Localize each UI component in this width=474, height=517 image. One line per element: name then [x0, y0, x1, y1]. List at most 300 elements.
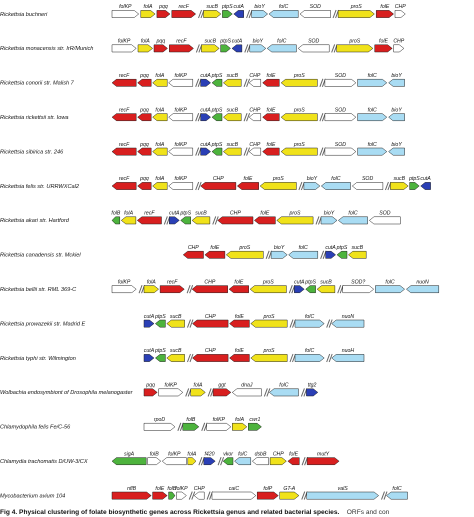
gene-label: folC — [304, 313, 315, 320]
gene-label: folC — [367, 107, 377, 114]
gene-arrow — [193, 320, 229, 327]
gene-label: folB — [167, 485, 177, 492]
track-row — [0, 73, 405, 87]
gene-arrow — [263, 79, 280, 86]
gene-label: folC — [367, 73, 377, 79]
gene-label: folE — [266, 107, 276, 114]
gene-label: CHP — [193, 485, 205, 492]
gene-arrow — [369, 217, 400, 224]
gene-label: folA — [155, 141, 165, 148]
species-label: Rickettsia prowazekii str. Madrid E — [0, 321, 86, 328]
gene-arrow — [169, 148, 193, 155]
gene-label: CHP — [204, 313, 216, 320]
gene-label: sucB — [169, 348, 182, 355]
gene-label: recF — [178, 4, 189, 11]
gene-arrow — [204, 10, 221, 17]
gene-arrow — [252, 10, 268, 17]
gene-arrow — [389, 114, 405, 121]
break-marker — [196, 44, 202, 52]
gene-label: mutY — [317, 451, 330, 458]
gene-arrow — [169, 79, 193, 86]
species-label: Mycobacterium avium 104 — [0, 493, 66, 500]
gene-arrow — [326, 251, 336, 258]
gene-arrow — [271, 251, 287, 258]
gene-label: recF — [118, 176, 130, 183]
gene-arrow — [212, 114, 222, 121]
gene-label: caiC — [228, 485, 240, 492]
gene-arrow — [181, 217, 191, 224]
gene-arrow — [112, 79, 136, 86]
gene-arrow — [138, 148, 152, 155]
gene-label: pqq — [159, 4, 168, 11]
break-marker — [186, 388, 192, 396]
break-marker — [199, 10, 205, 18]
gene-arrow — [288, 458, 299, 465]
gene-arrow — [325, 148, 356, 155]
gene-arrow — [348, 251, 366, 258]
gene-label: proS — [293, 73, 305, 79]
gene-label: folE — [260, 210, 270, 217]
gene-arrow — [338, 217, 367, 224]
gene-label: SOD — [379, 210, 391, 217]
gene-label: pqq — [156, 38, 166, 45]
gene-arrow — [337, 45, 373, 52]
gene-arrow — [358, 114, 387, 121]
gene-label: cutA — [200, 141, 211, 148]
gene-arrow — [112, 45, 136, 52]
gene-label: folA — [187, 451, 197, 458]
gene-label: ptpS — [305, 279, 316, 286]
gene-arrow — [295, 354, 324, 361]
gene-label: folKP — [119, 4, 132, 11]
gene-arrow — [213, 389, 231, 396]
gene-label: proS — [262, 279, 274, 286]
gene-arrow — [183, 423, 199, 430]
break-marker — [139, 285, 145, 293]
gene-arrow — [204, 458, 215, 465]
gene-label: proS — [293, 141, 305, 148]
gene-label: recF — [167, 279, 178, 286]
gene-arrow — [193, 354, 229, 361]
gene-arrow — [112, 148, 136, 155]
gene-label: cutA — [294, 279, 305, 286]
gene-label: CHP — [249, 107, 261, 114]
break-marker — [385, 182, 391, 190]
gene-label: sucB — [195, 210, 207, 217]
break-marker — [338, 285, 344, 293]
gene-label: SOD — [361, 176, 374, 183]
gene-label: folE — [234, 279, 244, 286]
gene-label: nuoN — [341, 313, 355, 320]
gene-label: folA — [155, 176, 165, 183]
gene-label: valS — [337, 485, 348, 492]
break-marker — [199, 457, 205, 465]
gene-arrow — [358, 148, 387, 155]
gene-label: bioY — [323, 210, 335, 217]
gene-arrow — [321, 217, 337, 224]
track-row — [0, 176, 431, 190]
gene-arrow — [201, 114, 211, 121]
species-label: Chlamydophila felis Fe/C-56 — [0, 424, 71, 431]
gene-arrow — [232, 423, 247, 430]
gene-label: recF — [144, 210, 155, 217]
break-marker — [320, 79, 326, 87]
break-marker — [208, 388, 214, 396]
gene-arrow — [229, 286, 249, 293]
break-marker — [202, 423, 208, 431]
track-row — [0, 4, 406, 18]
gene-label: folC — [385, 279, 395, 286]
gene-label: SOD — [334, 107, 347, 114]
break-marker — [321, 251, 327, 259]
gene-label: vkor — [223, 451, 234, 458]
gene-arrow — [138, 114, 152, 121]
gene-arrow — [307, 458, 339, 465]
gene-label: ptpS — [220, 38, 231, 45]
gene-arrow — [267, 45, 296, 52]
gene-label: folA — [146, 279, 156, 286]
gene-arrow — [295, 320, 324, 327]
gene-arrow — [232, 389, 261, 396]
gene-arrow — [389, 79, 405, 86]
gene-arrow — [257, 492, 278, 499]
gene-label: pqq — [140, 107, 149, 114]
gene-label: dnaJ — [241, 382, 253, 389]
break-marker — [290, 320, 296, 328]
gene-label: nflB — [127, 485, 137, 492]
gene-label: bioY — [254, 4, 265, 11]
gene-arrow — [298, 45, 329, 52]
gene-arrow — [269, 10, 298, 17]
gene-label: pqq — [146, 382, 155, 389]
gene-label: nuoN — [416, 279, 429, 286]
gene-arrow — [201, 148, 211, 155]
break-marker — [207, 492, 213, 500]
gene-label: ptpS — [409, 176, 420, 183]
gene-arrow — [358, 79, 387, 86]
gene-label: cutA — [200, 73, 211, 79]
gene-label: cutA — [325, 245, 336, 251]
gene-label: folE — [289, 451, 299, 458]
gene-arrow — [395, 10, 405, 17]
gene-label: rpoD — [153, 417, 166, 423]
species-label: Rickettsia felis str. URRWXCal2 — [0, 183, 79, 190]
break-marker — [333, 10, 339, 18]
gene-label: proS — [263, 313, 275, 320]
gene-arrow — [376, 10, 393, 17]
break-marker — [299, 182, 305, 190]
species-label: Rickettsia buchneri — [0, 11, 48, 18]
gene-label: cutA — [143, 348, 155, 355]
gene-arrow — [223, 458, 233, 465]
species-label: Wolbachia endosymbiont of Drosophila melanogaster — [0, 390, 133, 397]
gene-arrow — [306, 286, 316, 293]
gene-arrow — [250, 45, 266, 52]
break-marker — [332, 44, 338, 52]
track-row — [0, 279, 439, 293]
caption-rest: ORFs and con — [346, 509, 390, 516]
gene-label: folE — [210, 245, 220, 251]
gene-label: folE — [266, 141, 276, 148]
gene-arrow — [138, 79, 152, 86]
gene-arrow — [321, 182, 350, 189]
gene-label: CHP — [204, 279, 216, 286]
gene-label: folE — [155, 485, 165, 492]
gene-arrow — [160, 286, 184, 293]
gene-arrow — [300, 10, 331, 17]
gene-arrow — [112, 10, 139, 17]
gene-label: SOD — [308, 38, 320, 45]
break-marker — [178, 423, 184, 431]
gene-arrow — [221, 45, 231, 52]
gene-label: ttg2 — [307, 382, 317, 389]
gene-label: proS — [272, 176, 284, 183]
gene-label: ptpS — [336, 245, 348, 251]
track-row — [0, 39, 405, 53]
gene-label: folKP — [174, 107, 187, 114]
gene-arrow — [112, 114, 136, 121]
gene-arrow — [270, 458, 286, 465]
gene-label: folKP — [212, 417, 226, 423]
gene-label: ptpS — [155, 313, 166, 320]
species-label: Rickettsia typhi str. Wilmington — [0, 355, 76, 362]
break-marker — [196, 113, 202, 121]
gene-label: folA — [155, 107, 165, 114]
gene-label: sucB — [393, 176, 406, 183]
track-row — [0, 451, 339, 465]
gene-arrow — [153, 114, 168, 121]
track-row — [0, 245, 366, 259]
gene-arrow — [307, 492, 379, 499]
gene-label: cutA — [420, 176, 431, 183]
gene-label: folA — [155, 73, 165, 79]
gene-label: proS — [293, 107, 305, 114]
gene-label: folKP — [175, 485, 188, 492]
gene-arrow — [234, 10, 244, 17]
gene-arrow — [167, 320, 185, 327]
species-label: Rickettsia conorii str. Malish 7 — [0, 80, 74, 87]
gene-label: folC — [277, 38, 287, 45]
gene-arrow — [176, 492, 186, 499]
gene-arrow — [260, 182, 296, 189]
gene-arrow — [325, 79, 356, 86]
gene-arrow — [169, 114, 193, 121]
gene-label: sucB — [169, 313, 182, 320]
gene-label: cwr1 — [249, 417, 261, 423]
gene-label: sucB — [226, 107, 239, 114]
gene-arrow — [263, 114, 280, 121]
gene-label: ptpS — [211, 107, 223, 114]
gene-label: CHP — [229, 210, 241, 217]
gene-label: cutA — [200, 107, 211, 114]
gene-label: pqq — [140, 73, 149, 79]
gene-arrow — [250, 286, 286, 293]
gene-arrow — [201, 182, 236, 189]
gene-label: pqq — [140, 176, 149, 183]
track-row — [0, 348, 364, 362]
gene-arrow — [112, 458, 146, 465]
gene-arrow — [153, 79, 168, 86]
gene-label: recF — [118, 73, 130, 79]
gene-label: ggt — [218, 382, 226, 389]
gene-arrow — [138, 45, 153, 52]
gene-label: SOD — [334, 73, 347, 79]
gene-label: ptpS — [155, 348, 166, 355]
gene-arrow — [375, 45, 393, 52]
gene-arrow — [289, 251, 318, 258]
gene-arrow — [112, 286, 136, 293]
gene-arrow — [352, 182, 383, 189]
gene-label: proS — [349, 38, 361, 45]
break-marker — [302, 492, 308, 500]
gene-arrow — [223, 79, 241, 86]
gene-arrow — [332, 354, 364, 361]
gene-label: cutA — [231, 38, 243, 45]
gene-label: folC — [279, 382, 289, 389]
gene-label: CHP — [249, 73, 261, 79]
gene-label: pqq — [140, 141, 149, 148]
gene-arrow — [248, 423, 261, 430]
species-label: Rickettsia sibirica str. 246 — [0, 149, 64, 156]
gene-arrow — [153, 148, 168, 155]
gene-arrow — [249, 148, 261, 155]
gene-label: proS — [263, 348, 275, 355]
break-marker — [196, 79, 202, 87]
track-row — [0, 383, 318, 397]
gene-arrow — [304, 182, 320, 189]
gene-arrow — [252, 458, 268, 465]
gene-label: folKP — [174, 176, 187, 183]
gene-label: folA — [124, 210, 134, 217]
species-label: Rickettsia akari str. Hartford — [0, 218, 69, 225]
gene-label: folC — [367, 141, 377, 148]
gene-arrow — [332, 320, 364, 327]
gene-arrow — [192, 217, 210, 224]
figure-caption — [0, 501, 390, 517]
gene-arrow — [343, 286, 374, 293]
gene-arrow — [251, 320, 287, 327]
gene-arrow — [281, 148, 317, 155]
gene-arrow — [137, 217, 161, 224]
break-marker — [266, 251, 272, 259]
gene-arrow — [230, 354, 250, 361]
gene-arrow — [153, 492, 168, 499]
gene-label: folKP — [168, 451, 181, 458]
gene-arrow — [375, 286, 404, 293]
break-marker — [302, 457, 308, 465]
gene-arrow — [421, 182, 431, 189]
gene-arrow — [294, 286, 304, 293]
gene-label: folA — [143, 4, 153, 11]
gene-arrow — [169, 182, 193, 189]
gene-arrow — [389, 148, 405, 155]
gene-label: folB — [149, 451, 159, 458]
track-row — [0, 107, 405, 121]
break-marker — [289, 285, 295, 293]
gene-arrow — [169, 492, 175, 499]
gene-label: folE — [234, 313, 244, 320]
species-label: Rickettsia canadensis str. Mckiel — [0, 252, 81, 259]
gene-arrow — [223, 148, 241, 155]
gene-arrow — [159, 389, 183, 396]
gene-arrow — [153, 182, 168, 189]
gene-arrow — [144, 354, 154, 361]
species-label: Rickettsia monacensis str. IrR/Munich — [0, 46, 94, 53]
gene-label: SOD? — [351, 279, 366, 286]
gene-label: folC — [304, 348, 315, 355]
gene-arrow — [222, 10, 232, 17]
gene-label: folKP — [174, 73, 187, 79]
gene-label: recF — [118, 107, 130, 114]
gene-label: folA — [235, 417, 245, 423]
gene-label: ptpS — [211, 141, 223, 148]
gene-arrow — [141, 10, 155, 17]
gene-arrow — [121, 217, 136, 224]
gene-arrow — [169, 217, 179, 224]
break-marker — [164, 216, 170, 224]
gene-arrow — [205, 251, 225, 258]
gene-label: folKP — [117, 279, 131, 286]
gene-arrow — [138, 182, 152, 189]
track-row — [0, 417, 262, 431]
gene-arrow — [390, 182, 408, 189]
gene-arrow — [277, 217, 313, 224]
gene-arrow — [192, 286, 228, 293]
gene-arrow — [406, 286, 438, 293]
gene-arrow — [235, 458, 251, 465]
gene-label: sucB — [351, 245, 364, 251]
gene-label: cutA — [233, 4, 244, 11]
gene-arrow — [201, 79, 211, 86]
gene-label: folE — [266, 73, 276, 79]
gene-arrow — [162, 458, 186, 465]
track-row — [0, 142, 405, 156]
gene-arrow — [338, 10, 374, 17]
break-marker — [290, 354, 296, 362]
gene-label: folB — [111, 210, 121, 217]
gene-label: CHP — [204, 348, 216, 355]
gene-arrow — [337, 251, 347, 258]
gene-label: CHP — [212, 176, 224, 183]
gene-arrow — [317, 286, 335, 293]
gene-label: sucB — [226, 73, 239, 79]
gene-arrow — [112, 182, 136, 189]
gene-label: folA — [140, 38, 150, 45]
gene-arrow — [410, 182, 420, 189]
gene-arrow — [201, 45, 219, 52]
gene-arrow — [251, 354, 287, 361]
gene-label: cutA — [143, 313, 155, 320]
gene-label: bioY — [306, 176, 318, 183]
gene-label: nuoH — [341, 348, 355, 355]
gene-label: recF — [176, 38, 187, 45]
gene-arrow — [207, 423, 231, 430]
gene-label: folKP — [117, 38, 131, 45]
gene-arrow — [281, 79, 317, 86]
gene-label: folC — [348, 210, 358, 217]
gene-label: ptpS — [211, 73, 223, 79]
gene-label: bioY — [252, 38, 263, 45]
gene-label: sigA — [124, 451, 135, 458]
gene-label: ptpS — [221, 4, 233, 11]
break-marker — [320, 113, 326, 121]
break-marker — [247, 10, 253, 18]
gene-arrow — [306, 389, 317, 396]
gene-label: sucB — [206, 4, 218, 11]
break-marker — [316, 216, 322, 224]
break-marker — [320, 148, 326, 156]
gene-arrow — [223, 114, 241, 121]
